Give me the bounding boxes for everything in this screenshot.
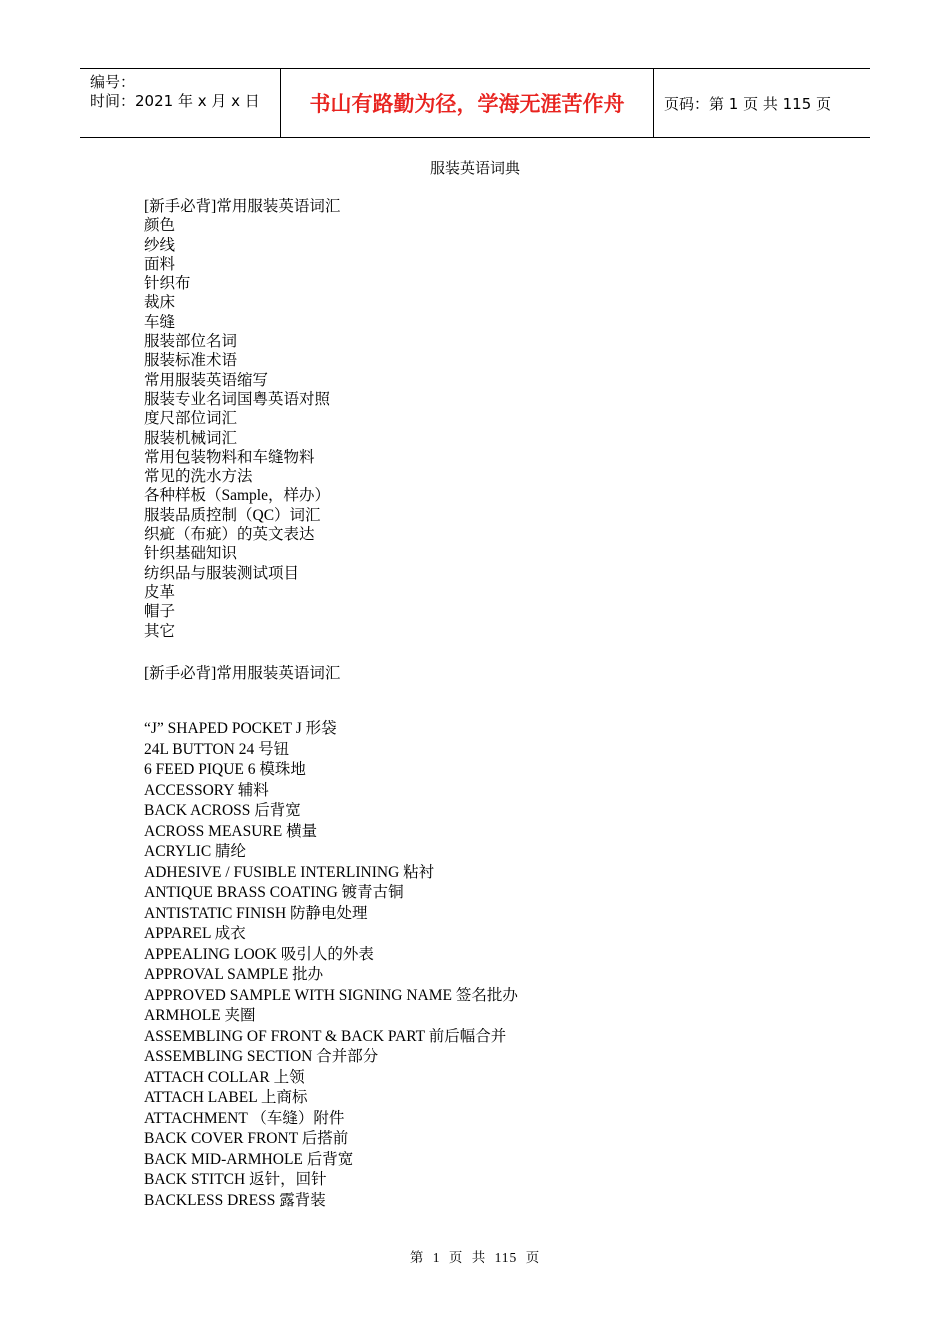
toc-item: 服装部位名词 xyxy=(144,333,238,351)
serial-label: 编号： xyxy=(90,73,136,91)
toc-item: 其它 xyxy=(144,622,176,640)
term-entry: ATTACH LABEL 上商标 xyxy=(144,1089,308,1106)
footer-page-unit: 页 xyxy=(448,1250,464,1265)
toc-item: 面料 xyxy=(144,255,176,273)
term-list xyxy=(144,719,518,1211)
term-entry: BACK COVER FRONT 后搭前 xyxy=(144,1130,349,1147)
term-entry: APPROVED SAMPLE WITH SIGNING NAME 签名批办 xyxy=(144,986,518,1004)
term-entry: ATTACHMENT （车缝）附件 xyxy=(144,1109,345,1127)
document-title: 服装英语词典 xyxy=(429,159,520,177)
page-footer xyxy=(0,1246,950,1266)
header-table xyxy=(80,68,870,138)
footer-page-prefix: 第 xyxy=(409,1250,425,1265)
term-entry: 24L BUTTON 24 号钮 xyxy=(144,740,290,758)
toc-item: 常见的洗水方法 xyxy=(144,468,253,486)
term-entry: BACK MID-ARMHOLE 后背宽 xyxy=(144,1150,354,1168)
term-entry: ACROSS MEASURE 横量 xyxy=(144,822,318,840)
date-label: 时间：2021 年 x 月 x 日 xyxy=(90,92,260,110)
header-motto: 书山有路勤为径，学海无涯苦作舟 xyxy=(281,69,654,137)
table-of-contents xyxy=(144,197,340,641)
term-entry: ATTACH COLLAR 上领 xyxy=(144,1068,305,1086)
toc-item: 织疵（布疵）的英文表达 xyxy=(144,526,315,544)
term-entry: APPAREL 成衣 xyxy=(144,925,246,942)
toc-item: 纺织品与服装测试项目 xyxy=(144,564,300,582)
toc-item: 针织基础知识 xyxy=(144,545,238,563)
toc-item: 服装机械词汇 xyxy=(144,429,238,447)
toc-item: 皮革 xyxy=(144,583,176,601)
toc-item: [新手必背]常用服装英语词汇 xyxy=(144,198,341,215)
term-entry: ASSEMBLING OF FRONT & BACK PART 前后幅合并 xyxy=(144,1027,507,1045)
toc-item: 帽子 xyxy=(144,603,176,621)
term-entry: “J” SHAPED POCKET J 形袋 xyxy=(144,720,337,737)
toc-item: 服装品质控制（QC）词汇 xyxy=(144,506,321,524)
toc-item: 服装专业名词国粤英语对照 xyxy=(144,390,331,408)
term-entry: ACRYLIC 腈纶 xyxy=(144,843,247,860)
term-entry: ANTISTATIC FINISH 防静电处理 xyxy=(144,904,368,922)
toc-item: 裁床 xyxy=(144,294,176,312)
term-entry: BACK ACROSS 后背宽 xyxy=(144,802,301,819)
footer-total-unit: 页 xyxy=(525,1250,541,1265)
footer-total-num: 115 xyxy=(494,1250,518,1265)
term-entry: ASSEMBLING SECTION 合并部分 xyxy=(144,1048,379,1065)
toc-item: 服装标准术语 xyxy=(144,352,238,370)
section-heading: [新手必背]常用服装英语词汇 xyxy=(144,665,341,682)
header-page-info: 页码：第 1 页 共 115 页 xyxy=(664,94,832,113)
header-meta-cell xyxy=(80,69,281,137)
term-entry: APPEALING LOOK 吸引人的外表 xyxy=(144,945,374,963)
term-entry: ARMHOLE 夹圈 xyxy=(144,1007,256,1024)
toc-item: 车缝 xyxy=(144,313,176,331)
toc-item: 各种样板（Sample，样办） xyxy=(144,487,330,505)
toc-item: 纱线 xyxy=(144,236,176,254)
footer-page-num: 1 xyxy=(432,1250,441,1265)
term-entry: BACKLESS DRESS 露背装 xyxy=(144,1191,326,1209)
term-entry: ANTIQUE BRASS COATING 镀青古铜 xyxy=(144,884,404,901)
term-entry: ADHESIVE / FUSIBLE INTERLINING 粘衬 xyxy=(144,863,435,881)
toc-item: 常用包装物料和车缝物料 xyxy=(144,448,315,466)
footer-total-prefix: 共 xyxy=(471,1250,487,1265)
term-entry: 6 FEED PIQUE 6 模珠地 xyxy=(144,761,306,778)
term-entry: ACCESSORY 辅料 xyxy=(144,781,269,799)
toc-item: 度尺部位词汇 xyxy=(144,410,238,428)
toc-item: 针织布 xyxy=(144,275,191,293)
toc-item: 常用服装英语缩写 xyxy=(144,371,269,389)
toc-item: 颜色 xyxy=(144,217,176,235)
term-entry: APPROVAL SAMPLE 批办 xyxy=(144,966,324,983)
term-entry: BACK STITCH 返针，回针 xyxy=(144,1171,327,1188)
